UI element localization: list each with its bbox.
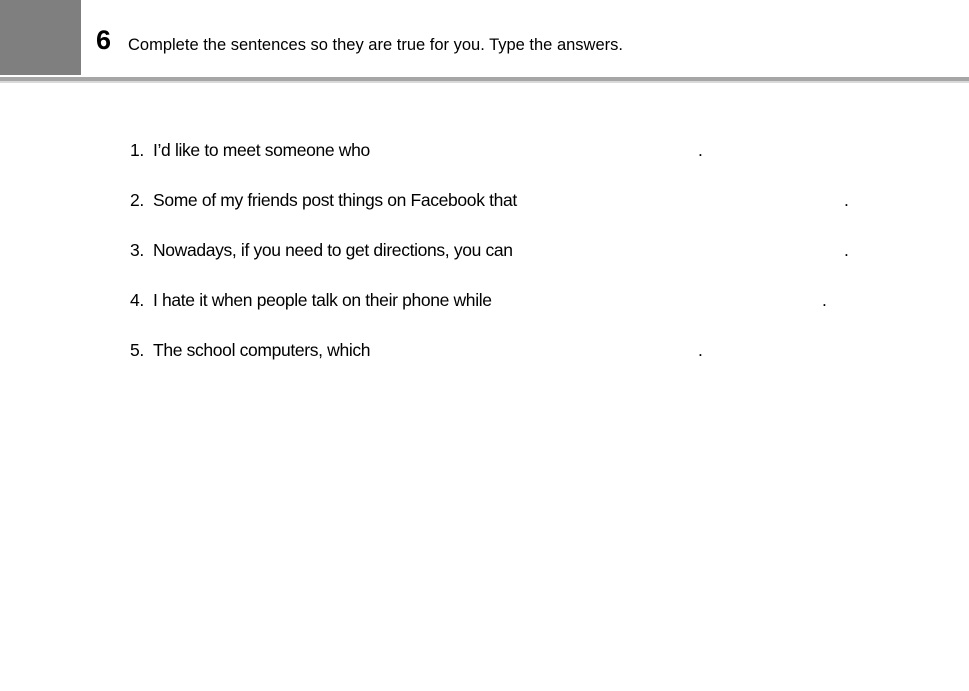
header-accent-block bbox=[0, 0, 81, 75]
item-number: 4. bbox=[130, 290, 144, 310]
answer-field-3[interactable] bbox=[524, 239, 842, 261]
sentence-item-4 bbox=[130, 288, 890, 312]
answer-field-5[interactable] bbox=[378, 339, 696, 361]
sentence-prompt: The school computers, which bbox=[153, 340, 371, 360]
sentence-item-3 bbox=[130, 238, 890, 262]
sentence-period: . bbox=[844, 240, 849, 260]
sentence-period: . bbox=[844, 190, 849, 210]
sentence-period: . bbox=[698, 340, 703, 360]
sentence-prompt: Some of my friends post things on Facebook that bbox=[153, 190, 517, 210]
sentence-prompt: Nowadays, if you need to get directions, you can bbox=[153, 240, 513, 260]
item-number: 1. bbox=[130, 140, 144, 160]
item-number: 3. bbox=[130, 240, 144, 260]
header-divider-shadow bbox=[0, 81, 969, 83]
answer-field-2[interactable] bbox=[524, 189, 842, 211]
sentence-period: . bbox=[822, 290, 827, 310]
sentence-prompt: I hate it when people talk on their phone while bbox=[153, 290, 492, 310]
exercise-instruction: Complete the sentences so they are true for you. Type the answers. bbox=[128, 36, 623, 54]
sentence-prompt: I’d like to meet someone who bbox=[153, 140, 370, 160]
sentence-item-1 bbox=[130, 138, 890, 162]
exercise-number: 6 bbox=[96, 25, 112, 55]
item-number: 2. bbox=[130, 190, 144, 210]
answer-field-1[interactable] bbox=[378, 139, 696, 161]
sentence-item-5 bbox=[130, 338, 890, 362]
item-number: 5. bbox=[130, 340, 144, 360]
sentence-period: . bbox=[698, 140, 703, 160]
sentence-item-2 bbox=[130, 188, 890, 212]
answer-field-4[interactable] bbox=[502, 289, 820, 311]
